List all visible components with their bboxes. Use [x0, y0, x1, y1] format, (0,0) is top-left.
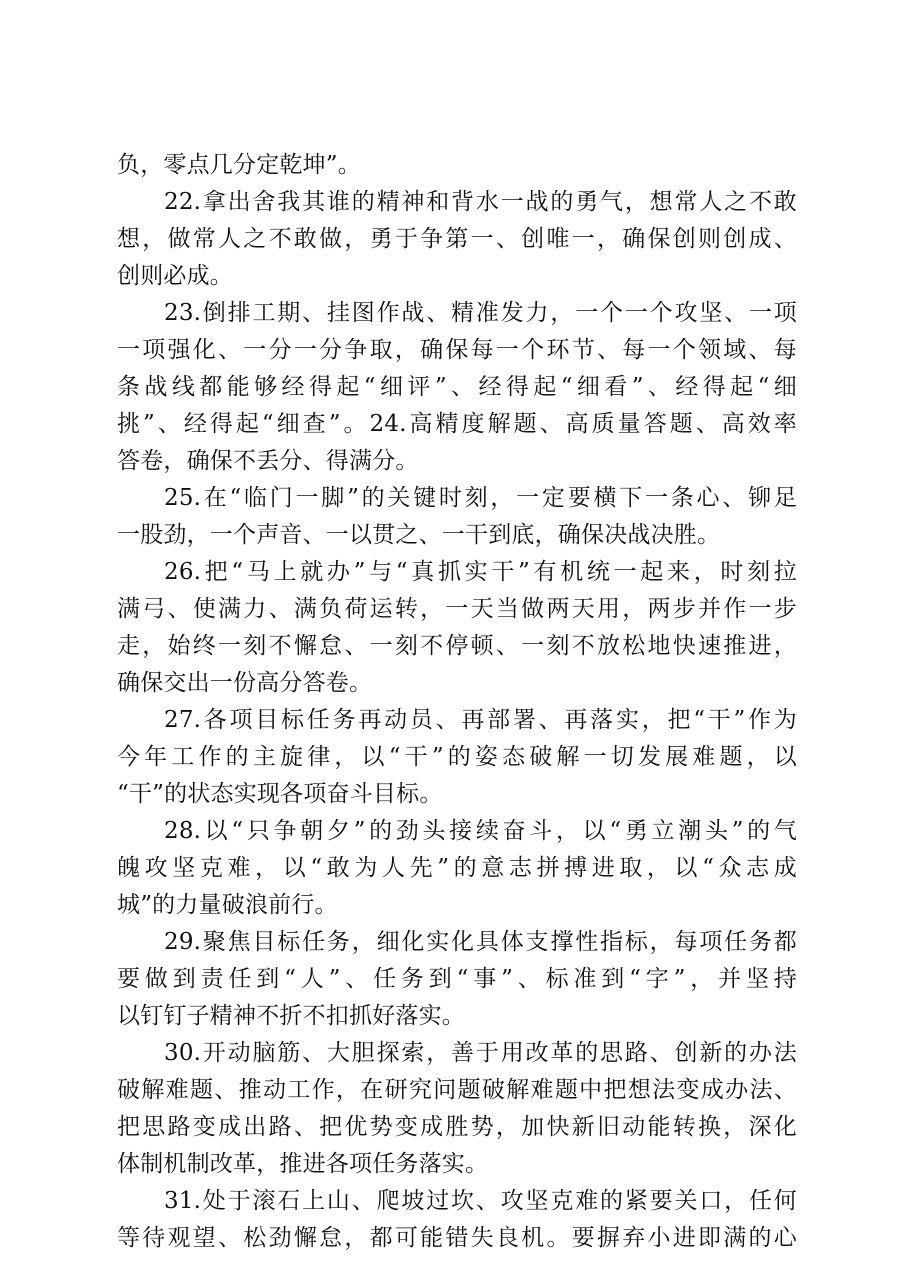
text-line: 今年工作的主旋律，以“干”的姿态破解一切发展难题，以: [117, 744, 797, 770]
text-line: 破解难题、推动工作，在研究问题破解难题中把想法变成办法、: [117, 1077, 797, 1103]
text-line: 26.把“马上就办”与“真抓实干”有机统一起来，时刻拉: [164, 559, 797, 585]
text-line: “干”的状态实现各项奋斗目标。: [117, 781, 443, 807]
document-body: [117, 147, 797, 1257]
text-line: 30.开动脑筋、大胆探索，善于用改革的思路、创新的办法: [164, 1040, 797, 1066]
text-line: 条战线都能够经得起“细评”、经得起“细看”、经得起“细: [117, 374, 797, 400]
text-line: 22.拿出舍我其谁的精神和背水一战的勇气，想常人之不敢: [164, 189, 797, 215]
text-line: 魄攻坚克难，以“敢为人先”的意志拼搏进取，以“众志成: [117, 855, 797, 881]
text-line: 创则必成。: [117, 263, 233, 289]
text-line: 确保交出一份高分答卷。: [117, 670, 373, 696]
text-line: 一项强化、一分一分争取，确保每一个环节、每一个领域、每: [117, 337, 797, 363]
text-line: 想，做常人之不敢做，勇于争第一、创唯一，确保创则创成、: [117, 226, 797, 252]
text-line: 25.在“临门一脚”的关键时刻，一定要横下一条心、铆足: [164, 485, 797, 511]
text-line: 28.以“只争朝夕”的劲头接续奋斗，以“勇立潮头”的气: [164, 818, 797, 844]
text-line: 31.处于滚石上山、爬坡过坎、攻坚克难的紧要关口，任何: [164, 1188, 797, 1214]
text-line: 走，始终一刻不懈怠、一刻不停顿、一刻不放松地快速推进，: [117, 633, 797, 659]
text-line: 负，零点几分定乾坤”。: [117, 152, 361, 178]
text-line: 要做到责任到“人”、任务到“事”、标准到“字”，并坚持: [117, 966, 797, 992]
text-line: 等待观望、松劲懈怠，都可能错失良机。要摒弃小进即满的心: [117, 1225, 797, 1251]
text-line: 挑”、经得起“细查”。24.高精度解题、高质量答题、高效率: [117, 411, 797, 437]
text-line: 以钉钉子精神不折不扣抓好落实。: [117, 1003, 465, 1029]
text-line: 把思路变成出路、把优势变成胜势，加快新旧动能转换，深化: [117, 1114, 797, 1140]
text-line: 29.聚焦目标任务，细化实化具体支撑性指标，每项任务都: [164, 929, 797, 955]
text-line: 23.倒排工期、挂图作战、精准发力，一个一个攻坚、一项: [164, 300, 797, 326]
text-line: 城”的力量破浪前行。: [117, 892, 338, 918]
text-line: 体制机制改革，推进各项任务落实。: [117, 1151, 489, 1177]
text-line: 答卷，确保不丢分、得满分。: [117, 448, 419, 474]
text-line: 27.各项目标任务再动员、再部署、再落实，把“干”作为: [164, 707, 797, 733]
text-line: 一股劲，一个声音、一以贯之、一干到底，确保决战决胜。: [117, 522, 721, 548]
text-line: 满弓、使满力、满负荷运转，一天当做两天用，两步并作一步: [117, 596, 797, 622]
